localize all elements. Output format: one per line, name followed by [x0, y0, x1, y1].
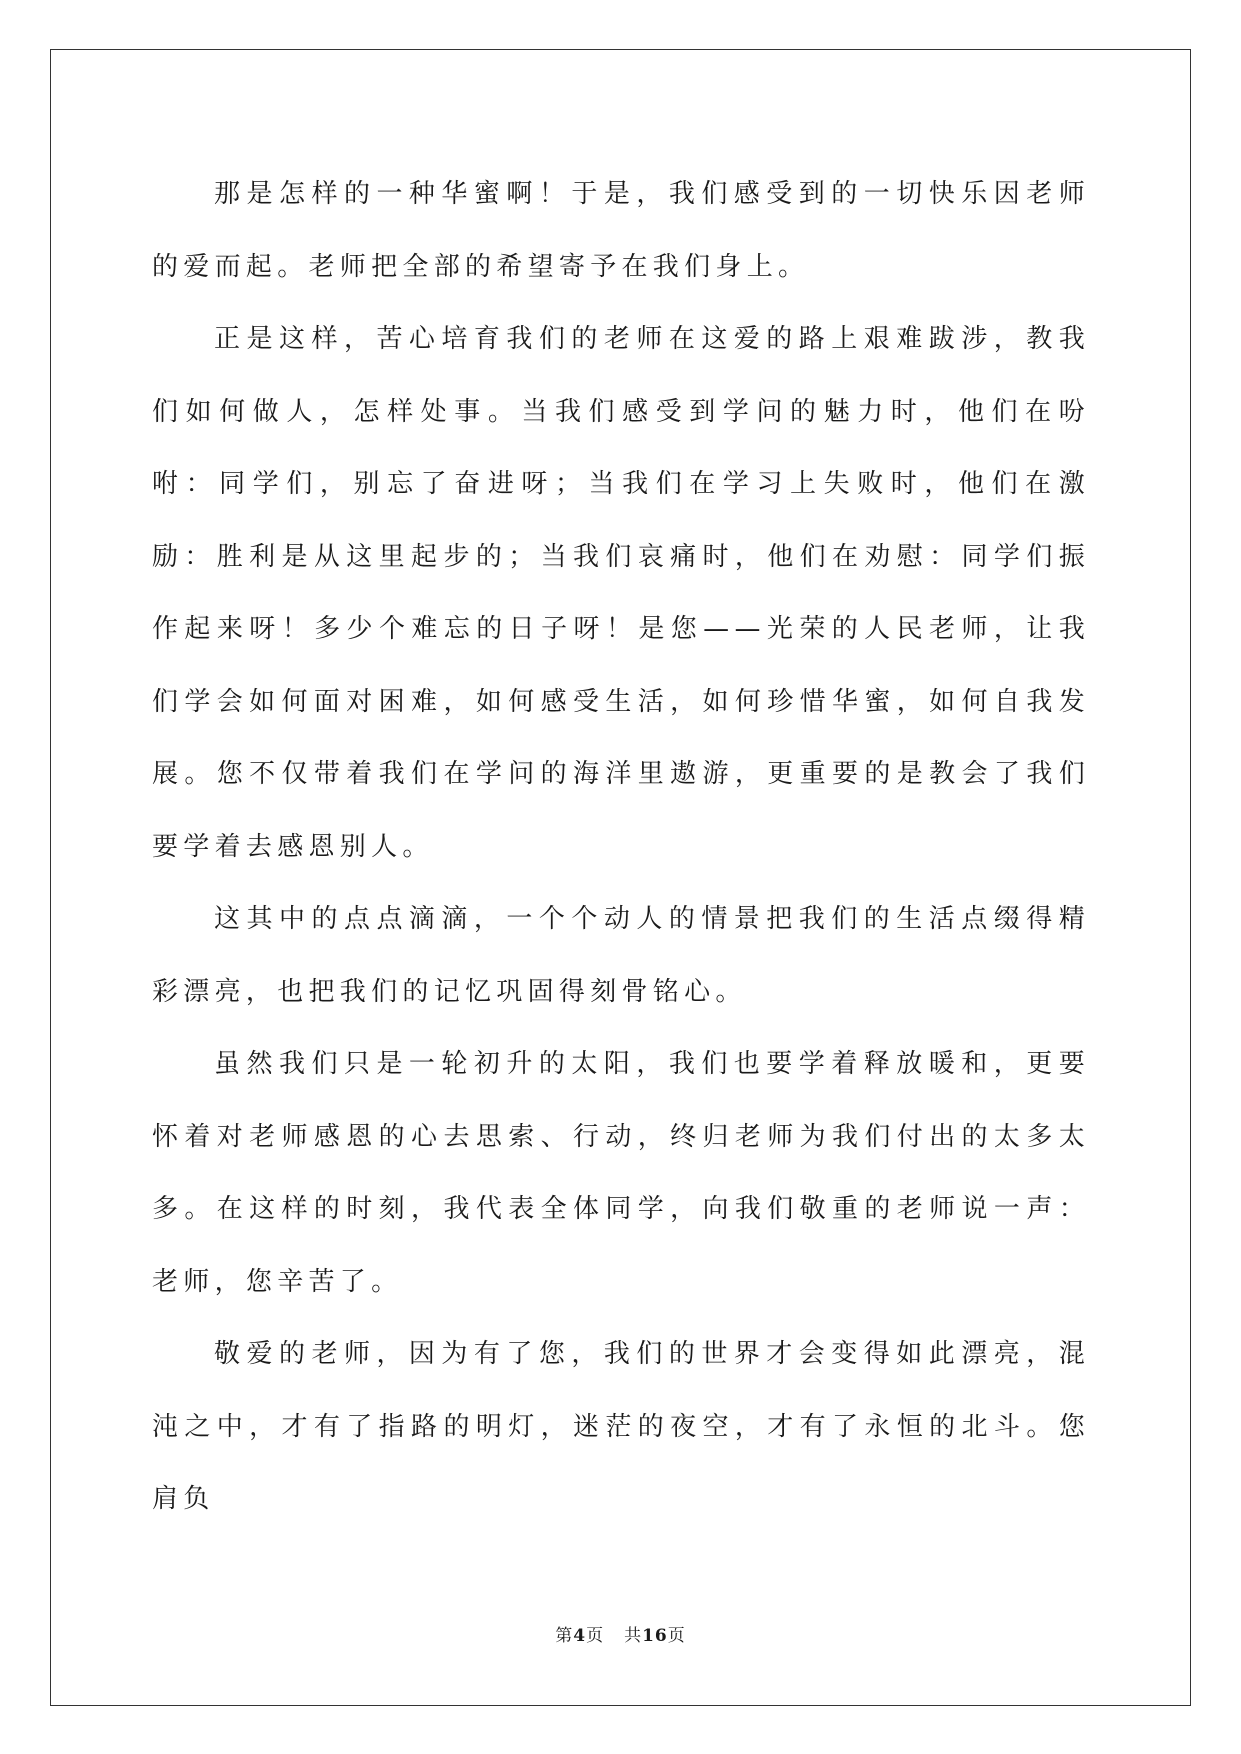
document-body — [152, 158, 1090, 1536]
total-prefix: 共 — [624, 1626, 643, 1646]
total-suffix: 页 — [667, 1626, 686, 1646]
page-suffix: 页 — [586, 1626, 605, 1646]
paragraph-2: 正是这样，苦心培育我们的老师在这爱的路上艰难跋涉，教我们如何做人，怎样处事。当我们感受到学问的魅力时，他们在吩咐：同学们，别忘了奋进呀；当我们在学习上失败时，他们在激励：胜利是从这里起步的；当我们哀痛时，他们在劝慰：同学们振作起来呀！多少个难忘的日子呀！是您——光荣的人民老师，让我们学会如何面对困难，如何感受生活，如何珍惜华蜜，如何自我发展。您不仅带着我们在学问的海洋里遨游，更重要的是教会了我们要学着去感恩别人。 — [152, 324, 1090, 862]
page-footer — [0, 1621, 1241, 1646]
page-number: 4 — [573, 1626, 587, 1646]
paragraph-4: 虽然我们只是一轮初升的太阳，我们也要学着释放暖和，更要怀着对老师感恩的心去思索、行动，终归老师为我们付出的太多太多。在这样的时刻，我代表全体同学，向我们敬重的老师说一声：老师，您辛苦了。 — [152, 1049, 1090, 1297]
paragraph-1: 那是怎样的一种华蜜啊！于是，我们感受到的一切快乐因老师的爱而起。老师把全部的希望寄予在我们身上。 — [152, 179, 1090, 282]
page-prefix: 第 — [555, 1626, 574, 1646]
total-pages: 16 — [642, 1626, 668, 1646]
paragraph-3: 这其中的点点滴滴，一个个动人的情景把我们的生活点缀得精彩漂亮，也把我们的记忆巩固得刻骨铭心。 — [152, 904, 1090, 1007]
paragraph-5: 敬爱的老师，因为有了您，我们的世界才会变得如此漂亮，混沌之中，才有了指路的明灯，迷茫的夜空，才有了永恒的北斗。您肩负 — [152, 1339, 1090, 1514]
